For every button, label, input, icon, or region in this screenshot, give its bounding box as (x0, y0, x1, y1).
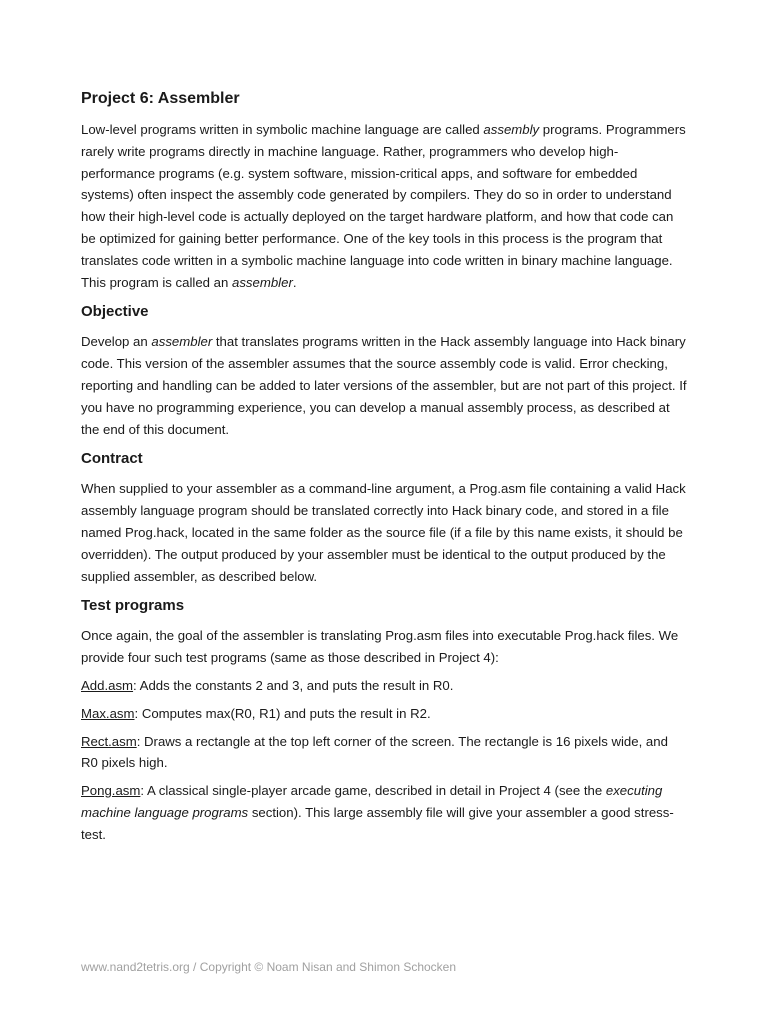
test-item-add (81, 675, 687, 697)
pong-text-2: section). This large assembly file will give your assembler a good stress-test. (81, 804, 674, 842)
intro-emphasis-assembler: assembler (232, 274, 293, 290)
page-title: Project 6: Assembler (81, 90, 240, 107)
objective-text-1: Develop an (81, 334, 152, 350)
objective-paragraph (81, 331, 687, 440)
test-item-name: Add.asm (81, 677, 134, 693)
document-page (81, 88, 687, 852)
contract-paragraph: When supplied to your assembler as a command-line argument, a Prog.asm file containing a valid Hack assembly language program should be translated correctly into Hack binary code, and stored in a file named Prog.hack, located in the same folder as the source file (if a file by this name exists, it should be overridden). The output produced by your assembler must be identical to the output produced by the supplied assembler, as described below. (81, 481, 686, 584)
test-item-name: Pong.asm (81, 783, 141, 799)
pong-emphasis: executing machine language programs (81, 783, 663, 820)
test-item-rect (81, 731, 687, 775)
test-item-desc: : Computes max(R0, R1) and puts the result in R2. (134, 705, 431, 721)
pong-text-1: : A classical single-player arcade game, described in detail in Project 4 (see the (140, 783, 606, 799)
test-item-name: Max.asm (81, 705, 135, 721)
test-item-pong (81, 780, 687, 845)
test-programs-intro: Once again, the goal of the assembler is translating Prog.asm files into executable Prog.hack files. We provide four such test programs (same as those described in Project 4): (81, 628, 679, 666)
objective-emphasis-assembler: assembler (151, 334, 213, 350)
test-programs-heading: Test programs (81, 597, 185, 615)
test-item-desc: : Adds the constants 2 and 3, and puts the result in R0. (133, 677, 454, 693)
intro-text-1: Low-level programs written in symbolic machine language are called (81, 122, 484, 137)
intro-text-3: . (292, 274, 297, 290)
intro-text-2: programs. Programmers rarely write programs directly in machine language. Rather, programmers who develop high-performance programs (e.g. system software, mission-critical apps, and software for embedded systems) often inspect the assembly code generated by compilers. They do so in order to understand how their high-level code is actually deployed on the target hardware platform, and how that code can be optimized for gaining better performance. One of the key tools in this process is the program that translates code written in a symbolic machine language into code written in binary machine language. This program is called an (81, 122, 686, 290)
test-item-max (81, 703, 687, 725)
contract-heading: Contract (81, 450, 143, 468)
intro-emphasis-assembly: assembly (483, 122, 540, 137)
page-footer: www.nand2tetris.org / Copyright © Noam Nisan and Shimon Schocken (81, 960, 457, 974)
objective-text-2: that translates programs written in the Hack assembly language into Hack binary code. This version of the assembler assumes that the source assembly code is valid. Error checking, reporting and handling can be added to later versions of the assembler, but are not part of this project. If you have no programming experience, you can develop a manual assembly process, as described at the end of this document. (81, 334, 687, 437)
test-item-desc: : Draws a rectangle at the top left corner of the screen. The rectangle is 16 pixels wide, and R0 pixels high. (81, 733, 668, 771)
intro-paragraph (81, 119, 687, 293)
test-item-name: Rect.asm (81, 733, 137, 749)
objective-heading: Objective (81, 303, 149, 321)
